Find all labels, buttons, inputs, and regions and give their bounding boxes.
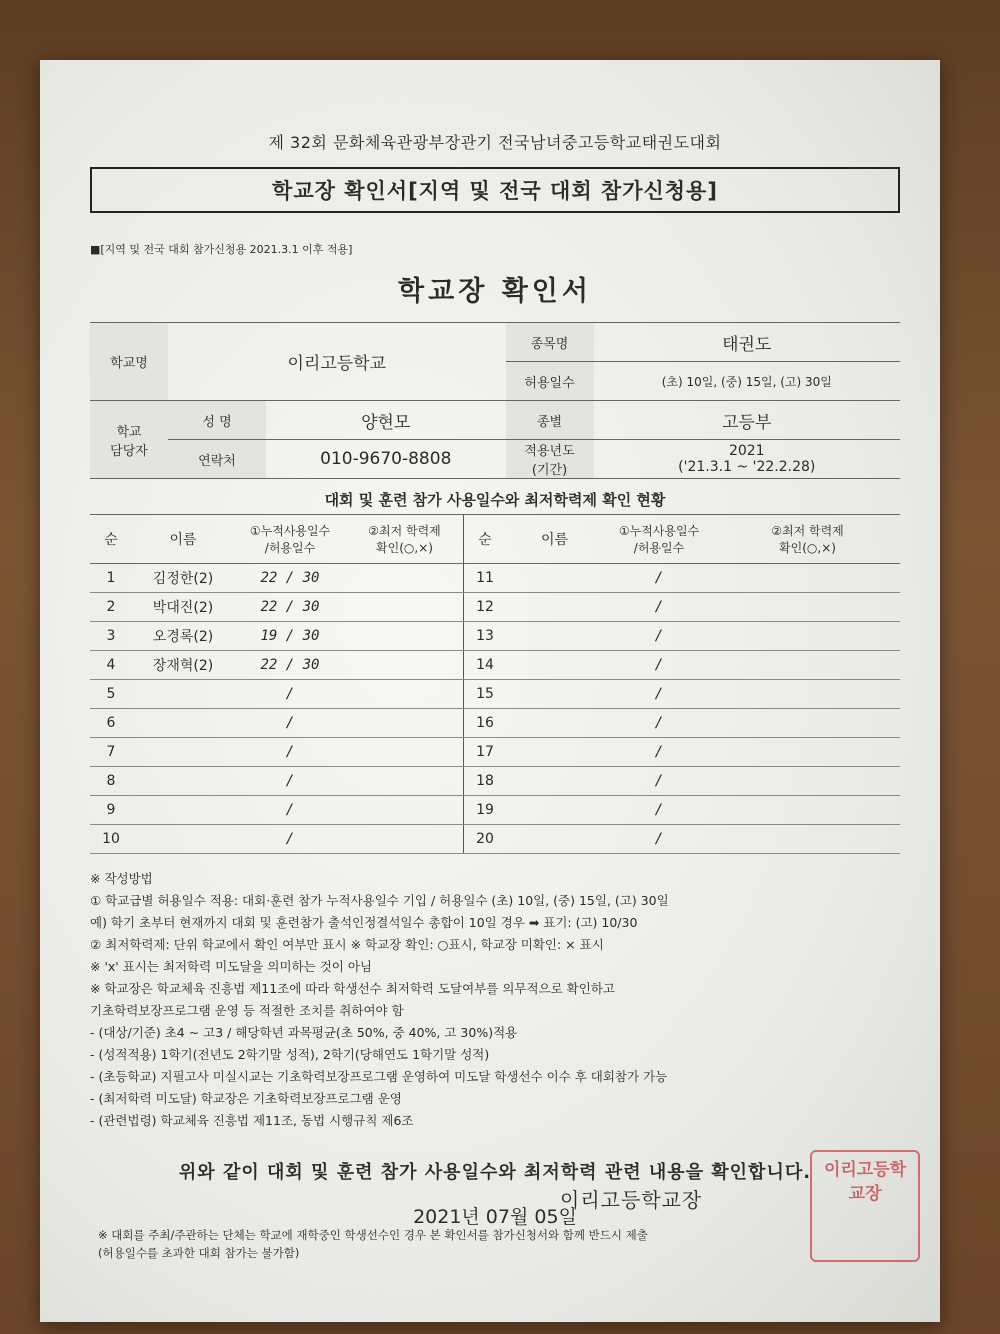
min-grade-check — [346, 593, 464, 622]
roster-row — [90, 767, 900, 796]
min-grade-check — [715, 564, 900, 593]
footnote — [98, 1226, 918, 1262]
roster-body — [90, 564, 900, 854]
school-label: 학교명 — [90, 323, 168, 401]
row-number: 10 — [90, 825, 132, 854]
days-used: / — [603, 738, 715, 767]
row-number: 7 — [90, 738, 132, 767]
row-number: 12 — [464, 593, 507, 622]
row-number: 3 — [90, 622, 132, 651]
row-number: 13 — [464, 622, 507, 651]
student-name — [132, 738, 234, 767]
student-name: 장재혁(2) — [132, 651, 234, 680]
days-used: 22 / 30 — [234, 651, 346, 680]
student-name — [132, 709, 234, 738]
row-number: 9 — [90, 796, 132, 825]
student-name — [132, 825, 234, 854]
footnote-line: ※ 대회를 주최/주관하는 단체는 학교에 재학중인 학생선수인 경우 본 확인서를 참가신청서와 함께 반드시 제출 — [98, 1228, 648, 1242]
student-name — [506, 738, 603, 767]
signature-date: 2021년 07월 05일 — [413, 1206, 577, 1228]
document-title: 학교장 확인서 — [398, 276, 592, 307]
note-line: ※ 'x' 표시는 최저학력 미도달을 의미하는 것이 아님 — [90, 959, 372, 974]
contact-value: 010-9670-8808 — [266, 440, 506, 479]
col-check: ②최저 학력제 확인(○,×) — [346, 515, 464, 564]
days-used: / — [234, 796, 346, 825]
student-name: 박대진(2) — [132, 593, 234, 622]
note-line: ① 학교급별 허용일수 적용: 대회·훈련 참가 누적사용일수 기입 / 허용일수 (초) 10일, (중) 15일, (고) 30일 — [90, 893, 669, 908]
student-name — [506, 796, 603, 825]
col-days-right: ①누적사용일수 /허용일수 — [603, 515, 715, 564]
note-line: - (관련법령) 학교체육 진흥법 제11조, 동법 시행규칙 제6조 — [90, 1113, 414, 1128]
confirm-statement: 위와 같이 대회 및 훈련 참가 사용일수와 최저학력 관련 내용을 확인합니다. — [178, 1162, 812, 1183]
sport-value: 태권도 — [594, 323, 900, 362]
days-used: / — [234, 825, 346, 854]
row-number: 17 — [464, 738, 507, 767]
year-label: 적용년도 (기간) — [506, 440, 594, 479]
days-used: / — [234, 738, 346, 767]
min-grade-check — [346, 622, 464, 651]
col-check-right: ②최저 학력제 확인(○,×) — [715, 515, 900, 564]
footnote-line: (허용일수를 초과한 대회 참가는 불가함) — [98, 1246, 300, 1260]
days-used: 22 / 30 — [234, 593, 346, 622]
roster-title: 대회 및 훈련 참가 사용일수와 최저학력제 확인 현황 — [324, 491, 666, 509]
note-line: ② 최저학력제: 단위 학교에서 확인 여부만 표시 ※ 학교장 확인: ○표시, 학교장 미확인: × 표시 — [90, 937, 604, 952]
row-number: 20 — [464, 825, 507, 854]
sport-label: 종목명 — [506, 323, 594, 362]
note-line: - (최저학력 미도달) 학교장은 기초학력보장프로그램 운영 — [90, 1091, 402, 1106]
student-name — [506, 825, 603, 854]
student-name — [132, 796, 234, 825]
roster-row — [90, 564, 900, 593]
col-no-right: 순 — [464, 515, 507, 564]
row-number: 15 — [464, 680, 507, 709]
min-grade-check — [346, 680, 464, 709]
roster-row — [90, 825, 900, 854]
row-number: 6 — [90, 709, 132, 738]
min-grade-check — [346, 796, 464, 825]
row-number: 5 — [90, 680, 132, 709]
min-grade-check — [346, 738, 464, 767]
row-number: 11 — [464, 564, 507, 593]
student-name — [506, 767, 603, 796]
days-used: / — [603, 651, 715, 680]
row-number: 8 — [90, 767, 132, 796]
note-line: - (초등학교) 지필고사 미실시교는 기초학력보장프로그램 운영하여 미도달 학생선수 이수 후 대회참가 가능 — [90, 1069, 668, 1084]
student-name — [506, 593, 603, 622]
student-name — [506, 680, 603, 709]
student-name: 김정한(2) — [132, 564, 234, 593]
min-grade-check — [715, 796, 900, 825]
document-page — [40, 60, 940, 1322]
student-name — [132, 680, 234, 709]
min-grade-check — [715, 709, 900, 738]
document-body — [90, 130, 900, 1229]
days-used: / — [603, 825, 715, 854]
roster-row — [90, 651, 900, 680]
year-cell — [594, 440, 900, 479]
school-name: 이리고등학교 — [168, 323, 506, 401]
row-number: 16 — [464, 709, 507, 738]
name-label: 성 명 — [168, 401, 266, 440]
info-table — [90, 322, 900, 479]
roster-table — [90, 514, 900, 854]
days-used: / — [603, 593, 715, 622]
min-grade-check — [715, 680, 900, 709]
note-line: - (대상/기준) 초4 ~ 고3 / 해당학년 과목평균(초 50%, 중 40%, 고 30%)적용 — [90, 1025, 518, 1040]
roster-row — [90, 738, 900, 767]
box-title: 학교장 확인서[지역 및 전국 대회 참가신청용] — [90, 167, 900, 213]
days-used: 22 / 30 — [234, 564, 346, 593]
roster-row — [90, 593, 900, 622]
days-used: / — [603, 680, 715, 709]
student-name: 오경록(2) — [132, 622, 234, 651]
student-name — [132, 767, 234, 796]
days-used: 19 / 30 — [234, 622, 346, 651]
student-name — [506, 622, 603, 651]
row-number: 4 — [90, 651, 132, 680]
period-value: ('21.3.1 ~ '22.2.28) — [678, 459, 816, 475]
roster-row — [90, 622, 900, 651]
allowed-label: 허용일수 — [506, 362, 594, 401]
col-no: 순 — [90, 515, 132, 564]
days-used: / — [603, 622, 715, 651]
days-used: / — [234, 680, 346, 709]
notes — [90, 868, 900, 1132]
row-number: 2 — [90, 593, 132, 622]
roster-row — [90, 680, 900, 709]
principal-signature: 이리고등학교장 — [560, 1188, 703, 1212]
days-used: / — [234, 767, 346, 796]
division-label: 종별 — [506, 401, 594, 440]
min-grade-check — [715, 825, 900, 854]
min-grade-check — [346, 709, 464, 738]
student-name — [506, 564, 603, 593]
row-number: 1 — [90, 564, 132, 593]
note-line: 예) 학기 초부터 현재까지 대회 및 훈련참가 출석인정결석일수 총합이 10일 경우 ➡ 표기: (고) 10/30 — [90, 915, 638, 930]
student-name — [506, 651, 603, 680]
manager-name: 양현모 — [266, 401, 506, 440]
col-name-right: 이름 — [506, 515, 603, 564]
days-used: / — [603, 796, 715, 825]
contact-label: 연락처 — [168, 440, 266, 479]
event-title: 제 32회 문화체육관광부장관기 전국남녀중고등학교태권도대회 — [268, 133, 722, 152]
col-days: ①누적사용일수 /허용일수 — [234, 515, 346, 564]
min-grade-check — [715, 767, 900, 796]
note-line: ※ 학교장은 학교체육 진흥법 제11조에 따라 학생선수 최저학력 도달여부를 의무적으로 확인하고 — [90, 981, 615, 996]
days-used: / — [603, 564, 715, 593]
days-used: / — [234, 709, 346, 738]
division-value: 고등부 — [594, 401, 900, 440]
apply-note: ■[지역 및 전국 대회 참가신청용 2021.3.1 이후 적용] — [90, 243, 353, 256]
year-value: 2021 — [728, 443, 765, 459]
note-line: 기초학력보장프로그램 운영 등 적절한 조치를 취하여야 함 — [90, 1003, 404, 1018]
row-number: 19 — [464, 796, 507, 825]
min-grade-check — [346, 767, 464, 796]
col-name: 이름 — [132, 515, 234, 564]
note-line: ※ 작성방법 — [90, 871, 153, 886]
min-grade-check — [715, 651, 900, 680]
min-grade-check — [715, 593, 900, 622]
min-grade-check — [715, 738, 900, 767]
row-number: 14 — [464, 651, 507, 680]
min-grade-check — [346, 564, 464, 593]
student-name — [506, 709, 603, 738]
min-grade-check — [715, 622, 900, 651]
allowed-value: (초) 10일, (중) 15일, (고) 30일 — [594, 362, 900, 401]
days-used: / — [603, 767, 715, 796]
seal-text: 이리고등학교장 — [823, 1160, 907, 1204]
days-used: / — [603, 709, 715, 738]
roster-row — [90, 709, 900, 738]
min-grade-check — [346, 825, 464, 854]
manager-label: 학교 담당자 — [90, 401, 168, 479]
roster-row — [90, 796, 900, 825]
note-line: - (성적적용) 1학기(전년도 2학기말 성적), 2학기(당해연도 1학기말 성적) — [90, 1047, 490, 1062]
row-number: 18 — [464, 767, 507, 796]
min-grade-check — [346, 651, 464, 680]
